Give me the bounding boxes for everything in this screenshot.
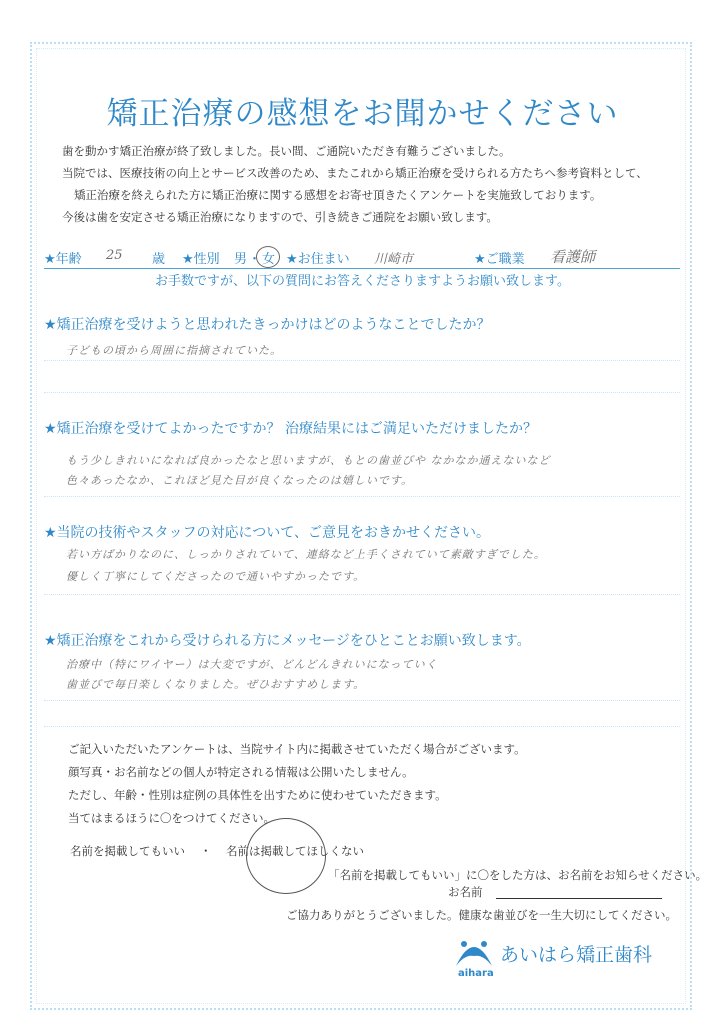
thanks-text: ご協力ありがとうございました。健康な歯並びを一生大切にしてください。 xyxy=(286,908,677,922)
question-3: ★当院の技術やスタッフの対応について、ご意見をおきかせください。 xyxy=(44,525,490,541)
consent-separator: ・ xyxy=(200,844,212,858)
intro-line: 当院では、医療技術の向上とサービス改善のため、またこれから矯正治療を受けられる方たちへ参考資料として、 xyxy=(62,166,648,180)
intro-line: 歯を動かす矯正治療が終了致しました。長い間、ご通院いただき有難うございました。 xyxy=(62,144,511,158)
notice-line: ご記入いただいたアンケートは、当院サイト内に掲載させていただく場合がございます。 xyxy=(68,742,526,756)
consent-option-no-publish[interactable]: 名前は掲載してほしくない xyxy=(226,844,364,858)
notice-line: 当てはまるほうに〇をつけてください。 xyxy=(68,811,275,825)
clinic-name: あいはら矯正歯科 xyxy=(500,944,653,966)
notice-line: 顔写真・お名前などの個人が特定される情報は公開いたしません。 xyxy=(68,765,414,779)
intro-line: 矯正治療を終えられた方に矯正治療に関する感想をお寄せ頂きたくアンケートを実施致しております。 xyxy=(74,188,602,202)
tooth-person-icon xyxy=(452,932,496,972)
gender-male[interactable]: 男 xyxy=(234,252,248,267)
gender-circle-mark xyxy=(256,246,280,268)
profile-row xyxy=(44,246,680,269)
answer-4-line[interactable]: 治療中（特にワイヤー）は大変ですが、どんどんきれいになっていく xyxy=(66,658,438,671)
job-label: ★ご職業 xyxy=(474,252,525,267)
consent-option-publish[interactable]: 名前を掲載してもいい xyxy=(70,844,185,858)
intro-line: 今後は歯を安定させる矯正治療になりますので、引き続きご通院をお願い致します。 xyxy=(62,210,498,224)
answer-rule xyxy=(44,360,680,361)
request-text: お手数ですが、以下の質問にお答えくださりますようお願い致します。 xyxy=(155,274,570,289)
answer-2-line[interactable]: 色々あったなか、これほど見た目が良くなったのは嬉しいです。 xyxy=(66,474,414,487)
clinic-name-sub: aihara xyxy=(458,968,494,979)
answer-1-line[interactable]: 子どもの頃から周囲に指摘されていた。 xyxy=(66,344,282,357)
page-title: 矯正治療の感想をお聞かせください xyxy=(106,96,619,132)
answer-4-line[interactable]: 歯並びで毎日楽しくなりました。ぜひおすすめします。 xyxy=(66,678,366,691)
answer-rule xyxy=(44,726,680,727)
answer-3-line[interactable]: 優しく丁寧にしてくださったので通いやすかったです。 xyxy=(66,570,366,583)
publication-notice xyxy=(68,738,526,830)
intro-text xyxy=(62,140,682,228)
residence-label: ★お住まい xyxy=(286,252,350,267)
answer-rule xyxy=(44,594,680,595)
answer-rule xyxy=(44,392,680,393)
residence-value[interactable]: 川崎市 xyxy=(374,252,414,267)
answer-3-line[interactable]: 若い方ばかりなのに、しっかりされていて、連絡など上手くされていて素敵すぎでした。 xyxy=(66,548,546,561)
gender-label: ★性別 xyxy=(182,252,220,267)
name-label: お名前 xyxy=(448,885,483,899)
gender-separator: ・ xyxy=(248,252,262,267)
question-2: ★矯正治療を受けてよかったですか？ 治療結果にはご満足いただけましたか？ xyxy=(44,421,537,437)
age-unit: 歳 xyxy=(152,252,166,267)
answer-2-line[interactable]: もう少しきれいになれば良かったなと思いますが、もとの歯並びや なかなか通えないなど xyxy=(66,454,551,467)
question-1: ★矯正治療を受けようと思われたきっかけはどのようなことでしたか？ xyxy=(44,317,491,333)
name-field[interactable] xyxy=(496,898,662,899)
gender-female[interactable]: 女 xyxy=(262,252,276,267)
notice-line: ただし、年齢・性別は症例の具体性を出すために使わせていただきます。 xyxy=(68,788,447,802)
age-value[interactable]: 25 xyxy=(106,248,123,263)
clinic-logo xyxy=(452,930,662,982)
consent-circle-mark xyxy=(246,818,326,894)
answer-rule xyxy=(44,496,680,497)
question-4: ★矯正治療をこれから受けられる方にメッセージをひとことお願い致します。 xyxy=(44,633,531,649)
age-label: ★年齢 xyxy=(44,252,82,267)
consent-instruction: 「名前を掲載してもいい」に〇をした方は、お名前をお知らせください。 xyxy=(328,868,708,882)
job-value[interactable]: 看護師 xyxy=(550,248,596,266)
answer-rule xyxy=(44,700,680,701)
